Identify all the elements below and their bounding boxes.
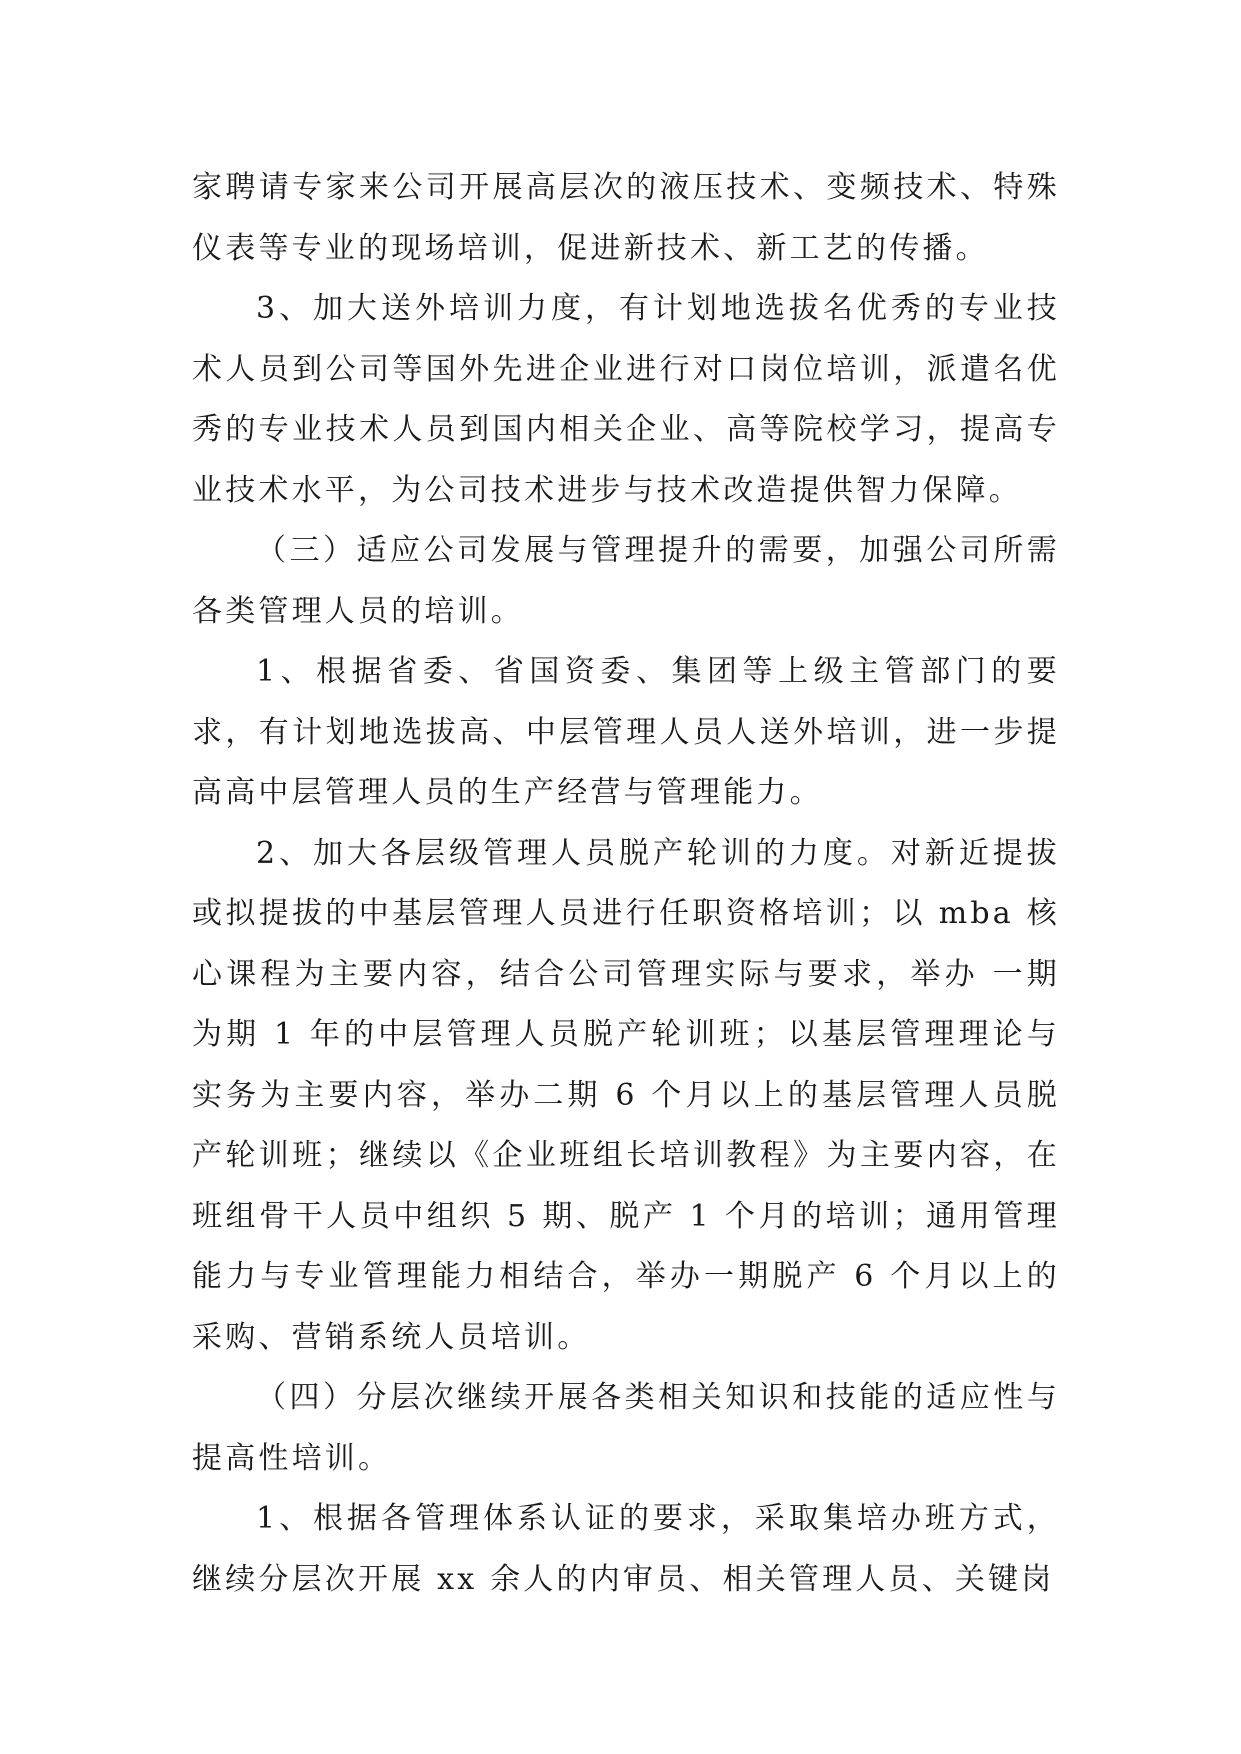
paragraph-item-1-senior-managers: 1、根据省委、省国资委、集团等上级主管部门的要求，有计划地选拔高、中层管理人员人送外培训，进一步提高高中层管理人员的生产经营与管理能力。	[192, 654, 1060, 810]
paragraph-section-4-heading: （四）分层次继续开展各类相关知识和技能的适应性与提高性培训。	[192, 1380, 1060, 1476]
document-body	[192, 158, 1060, 1610]
paragraph-item-3-overseas-training: 3、加大送外培训力度，有计划地选拔名优秀的专业技术人员到公司等国外先进企业进行对口岗位培训，派遣名优秀的专业技术人员到国内相关企业、高等院校学习，提高专业技术水平，为公司技术进步与技术改造提供智力保障。	[192, 291, 1060, 508]
paragraph-item-2-manager-rotation: 2、加大各层级管理人员脱产轮训的力度。对新近提拔或拟提拔的中基层管理人员进行任职资格培训；以 mba 核心课程为主要内容，结合公司管理实际与要求，举办 一期为期 1 年的中层管理人员脱产轮训班；以基层管理理论与实务为主要内容，举办二期 6 个月以上的基层管理人员脱产轮训班；继续以《企业班组长培训教程》为主要内容，在班组骨干人员中组织 5 期、脱产 1 个月的培训；通用管理能力与专业管理能力相结合，举办一期脱产 6 个月以上的采购、营销系统人员培训。	[192, 835, 1060, 1355]
paragraph-section-3-heading: （三）适应公司发展与管理提升的需要，加强公司所需各类管理人员的培训。	[192, 533, 1060, 629]
paragraph-item-1-certification-training: 1、根据各管理体系认证的要求，采取集培办班方式，继续分层次开展 xx 余人的内审员、相关管理人员、关键岗	[192, 1501, 1060, 1597]
paragraph-continuation: 家聘请专家来公司开展高层次的液压技术、变频技术、特殊仪表等专业的现场培训，促进新技术、新工艺的传播。	[192, 170, 1060, 266]
